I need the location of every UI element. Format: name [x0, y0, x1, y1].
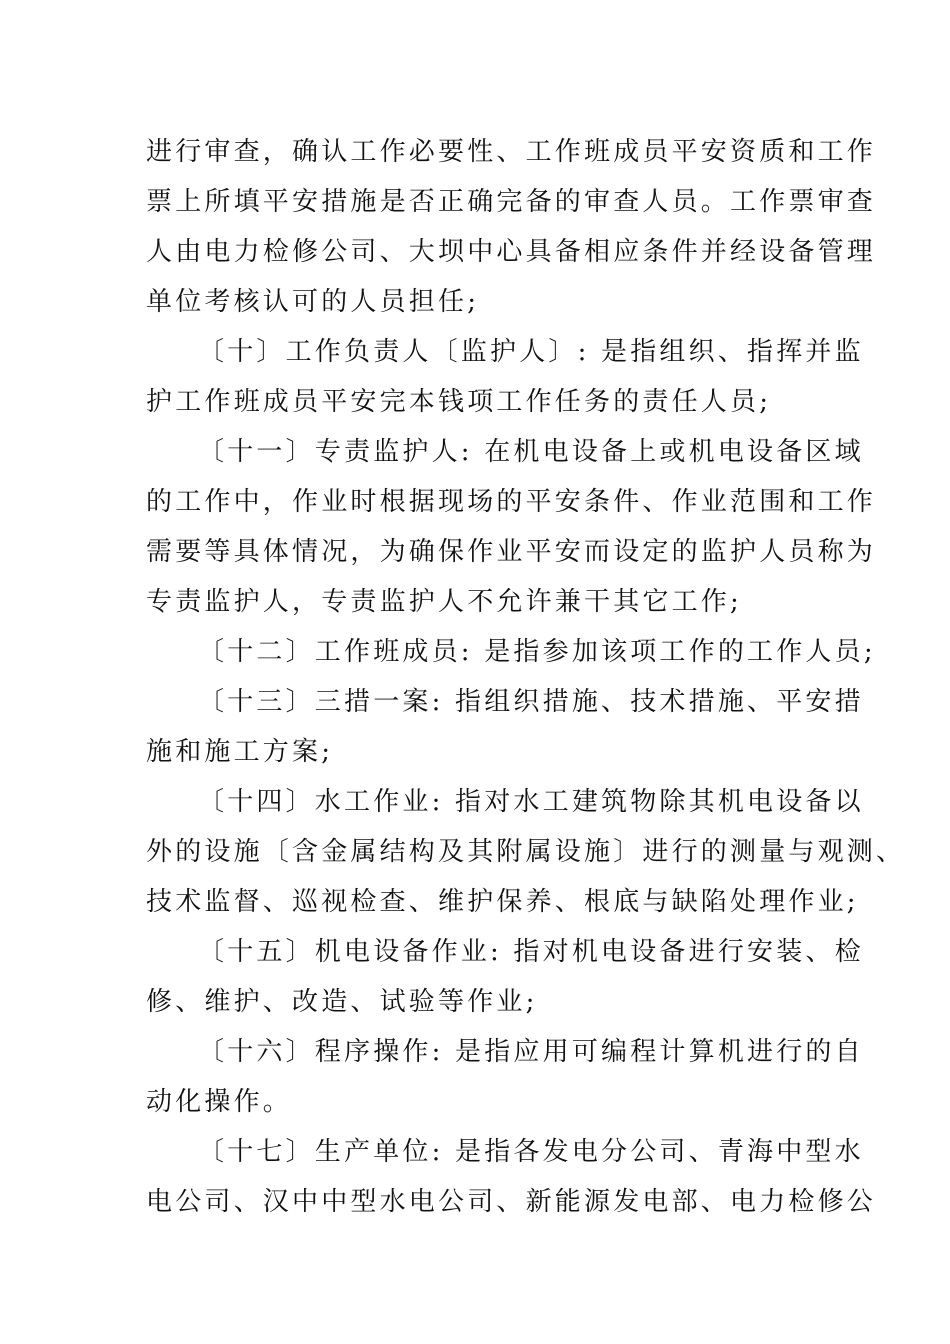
text-line: 需要等具体情况，为确保作业平安而设定的监护人员称为: [146, 537, 877, 567]
paragraph-start-line: 〔十七〕生产单位: 是指各发电分公司、青海中型水: [198, 1137, 864, 1167]
text-line: 修、维护、改造、试验等作业;: [146, 987, 538, 1017]
paragraph-start-line: 〔十五〕机电设备作业: 指对机电设备进行安装、检: [198, 937, 864, 967]
paragraph-start-line: 〔十〕工作负责人〔监护人〕: 是指组织、指挥并监: [198, 337, 864, 367]
text-line: 施和施工方案;: [146, 737, 334, 767]
text-line: 进行审查，确认工作必要性、工作班成员平安资质和工作: [146, 137, 877, 167]
text-line: 外的设施〔含金属结构及其附属设施〕进行的测量与观测、: [146, 837, 906, 867]
text-line: 专责监护人，专责监护人不允许兼干其它工作;: [146, 587, 742, 617]
text-line: 人由电力检修公司、大坝中心具备相应条件并经设备管理: [146, 237, 877, 267]
paragraph-start-line: 〔十一〕专责监护人: 在机电设备上或机电设备区域: [198, 437, 864, 467]
text-line: 护工作班成员平安完本钱项工作任务的责任人员;: [146, 387, 772, 417]
paragraph-start-line: 〔十三〕三措一案: 指组织措施、技术措施、平安措: [198, 687, 864, 717]
paragraph-start-line: 〔十四〕水工作业: 指对水工建筑物除其机电设备以: [198, 787, 864, 817]
text-line: 票上所填平安措施是否正确完备的审查人员。工作票审查: [146, 187, 877, 217]
paragraph-start-line: 〔十六〕程序操作: 是指应用可编程计算机进行的自: [198, 1037, 864, 1067]
text-line: 电公司、汉中中型水电公司、新能源发电部、电力检修公: [146, 1187, 877, 1217]
paragraph-start-line: 〔十二〕工作班成员: 是指参加该项工作的工作人员;: [198, 637, 876, 667]
document-body: [146, 127, 906, 1227]
text-line: 单位考核认可的人员担任;: [146, 287, 480, 317]
text-line: 动化操作。: [146, 1087, 293, 1117]
text-line: 技术监督、巡视检查、维护保养、根底与缺陷处理作业;: [146, 887, 859, 917]
text-line: 的工作中，作业时根据现场的平安条件、作业范围和工作: [146, 487, 877, 517]
